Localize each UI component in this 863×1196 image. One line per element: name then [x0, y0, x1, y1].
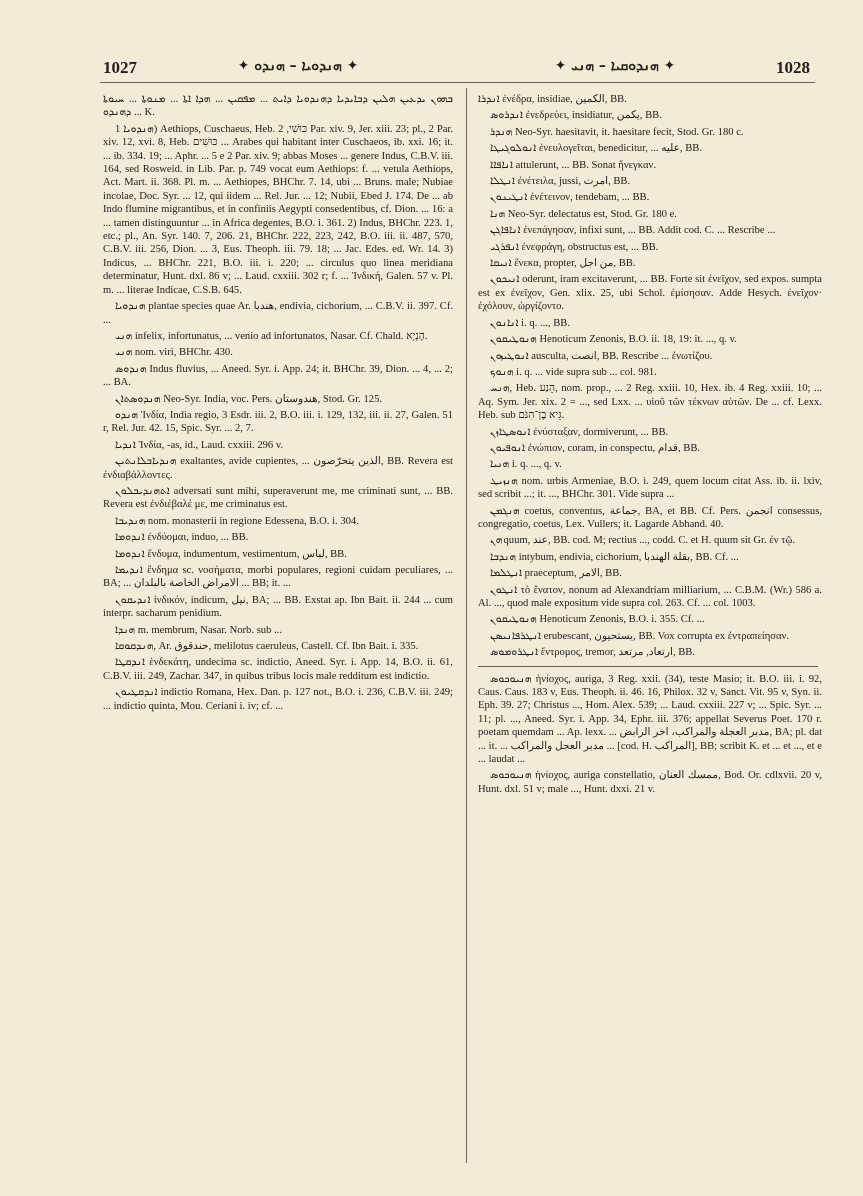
entry: ܐܢܕܝܡܐ ἔνδημα sc. νοσήματα, morbi populares, regioni cuidam peculiares, ... BA; ... الامراض الخاصة بالبلدان ... BB; it. ...	[103, 565, 453, 590]
entry: ܐܢܘܦܝܘܢ ἐνώπιον, coram, in conspectu, قدام, BB.	[490, 442, 701, 454]
entry: ܐܬܗܢܕܝܒܠܘܢ adversati sunt mihi, superaverunt me, me criminati sunt, ... BB. Revera est ἐνδιέβαλέ με, me criminatus est.	[103, 485, 453, 511]
entry: ܗܢܕܝܐܒܠܐܢܬܝܢ exaltantes, avide cupientes, ... الذين يتحرّصون, BB. Revera est ἐνδιαβάλλοντες.	[103, 456, 453, 481]
entry: ܗܢܘܟ i. q. ... vide supra sub ... col. 981.	[490, 366, 657, 378]
section-rule	[478, 666, 818, 667]
entry: ܐܢܛܠܐ ἐνέτειλα, jussi, امرت, BB.	[490, 176, 631, 188]
entry: ܐܢܛܠܡܐ praeceptum, الامر, BB.	[490, 568, 622, 580]
entry: ܗܢܝ infelix, infortunatus, ... venio ad infortunatos, Nasar. Cf. Chald. הֶנְיָא.	[115, 330, 428, 342]
entry: ܐܢܐܦܐܐ attulerunt, ... BB. Sonat ἤνεγκαν.	[490, 159, 656, 171]
entry: ܗܢܝ nom. viri, BHChr. 430.	[115, 347, 233, 359]
entry: ܗܢܝܐ i. q. ..., q. v.	[490, 459, 562, 471]
entry: ܗܢ quum, عند, BB. cod. M; rectius ..., codd. C. et H. quum sit Gr. ἐν τῷ.	[490, 535, 796, 547]
entry: ܐܢܕܩܛܐ ἑνδεκάτη, undecima sc. indictio, Aneed. Syr. i. App. 14, B.O. ii. 61, C.B.V. iii. 249, Zachar. 347, in quibus tribus locis male redditum est indictio.	[103, 657, 453, 682]
entry: ܐܢܕܝܐ Ἰνδία, -as, id., Laud. cxxiii. 296 v.	[115, 439, 284, 451]
entry: ܐܢܝܟܘܢ oderunt, iram excitaverunt, ... BB. Forte sit ἐνεῖχον, sed expos. sumpta est ex ἐνεῖχον, Gen. xlix. 25, ubi Schol. ἐμίσησαν. Adde Hesych. ἐνεῖχον· ἐχόλουν, ὠργίζοντο.	[478, 274, 822, 313]
left-page-number: 1027	[103, 58, 137, 77]
entry: ܐܢܛܪܘܡܘܣ ἔντρομος, tremor, ارتعاد, مرتعد, BB.	[490, 647, 696, 659]
right-page-number: 1028	[776, 58, 810, 77]
right-running-head: ✦ ܗܢܕܘܩܝܐ – ܗܢܝ ✦	[554, 58, 676, 74]
entry: ܐܢܘܛܝܙܘܢ ausculta, انصت, BB. Rescribe ... ἐνωτίζου.	[490, 350, 713, 362]
entry: ܗܢܕܘܣ Indus fluvius, ... Aneed. Syr. i. App. 24; it. BHChr. 39, Dion. ... 4, ... 2; ... BA.	[103, 363, 453, 389]
entry: ܗܢܕܒܐ intybum, endivia, cichorium, بقلة الهندبا, BB. Cf. ...	[490, 551, 739, 563]
entry: ܗܢܝܘܟܘܣ ἡνίοχος, auriga constellatio, ممسك العنان, Bod. Or. cdlxvii. 20 v, Hunt. dxl. 51 v; male ..., Hunt. dxxi. 21 v.	[478, 770, 822, 795]
entry: ܐܢܕܪܐ ἐνέδρα, insidiae, الكمين, BB.	[478, 94, 627, 105]
entry: ܗܢܚ, Heb. הֵנַע, nom. prop., ... 2 Reg. xxiii. 10, Hex. ib. 4 Reg. xxiii. 10; ... Aq. Sym. Jer. xix. 2 = ..., sed Lxx. ... υἱοῦ τῶν τέκνων αὐτῶν. De ... cf. Lexx. Heb. sub גֵּיא בֶן־הִנֹּם.	[478, 383, 822, 422]
entry: ܐܢܛܘܢ τὸ ἔνατον, nonum ad Alexandriam milliarium, ... C.B.M. (Wr.) 586 a. Al. ..., quod male expositum vide supra col. 263. Cf. ... col. 1003.	[478, 584, 822, 609]
entry: ܐܢܦܪܓܝ ἐνεφράγη, obstructus est, ... BB.	[490, 241, 659, 253]
entry: ܐܢܘܠܘܓܝܛܐ ἐνευλογεῖται, benedicitur, ... عليه, BB.	[490, 143, 702, 155]
entry: ܐܢܕܘܡܐ ἔνδυμα, indumentum, vestimentum, لباس, BB.	[115, 548, 347, 560]
left-running-head: ✦ ܗܢܕܘܝܐ – ܗܢܕܘ ✦	[237, 58, 359, 74]
entry: ܐܢܕܘܡܐ ἐνδύομαι, induo, ... BB.	[115, 532, 249, 544]
entry: ܐܢܕܝܩܘܢ ἰνδικόν, indicum, نيل, BA; ... BB. Exstat ap. Ibn Bait. ii. 244 ... cum interpr. sacharum penidium.	[103, 594, 454, 620]
entry: ܗܢܘܛܝܩܘܢ Henoticum Zenonis, B.O. i. 355. Cf. ...	[490, 614, 705, 626]
entry: ܗܢܕܐ m. membrum, Nasar. Norb. sub ...	[115, 624, 282, 636]
header-rule	[100, 82, 815, 83]
entry: ܐܢܛܪܦܐܢܝܣܢ erubescant, يستحيون, BB. Vox corrupta ex ἐντραπείησαν.	[490, 630, 790, 642]
entry: ܒܗܘܢ ܝܕܥܝܢ ܗܠܝܢ ܕܒܐܝܕܝܐ ܕܗܢܕܘܝܐ ܕܐܝܬ ... ܡܦܩܝܢ ... ܗܕܐ ܐܬܐ ... ܡܢܘܬܐ ... ܚܝܘܬܐ ܕܗܢܕܘ ... K.	[103, 94, 453, 119]
entry: ܗܢܝܘܟܘܣ ἡνίοχος, auriga, 3 Reg. xxii. (34), teste Masio; it. B.O. iii. i. 92, Caus. Caus. 183 v, Eus. Theoph. ii. 46. 16, Philox. 32 v, Sanct. Vit. 95 v, Syn. ii. Eph. 39. 27; Christus ..., Hom. Alex. 539; ... Laud. cxxiii. 227 v; ... Spic. Syr. ... 11; pl. ..., Aneed. Syr. i. App. 34, Ephr. iii. 376; appellat Severus Poet. 170 r. poetam quemdam ... Ap. lexx. ... مدبر العجلة والمراكب، اخر الرابض, BA; pl. dat ... it. ... مدبر العجل والمراكب ... [cod. H. المراكب], BB; scribit K. et ... et ..., et e ... laudat ...	[478, 673, 823, 766]
column-divider	[466, 88, 467, 1163]
entry: ܗܢܕܘܝܐ 1) Aethiops, Cuschaeus, Heb. כּוּשִׁי, 2 Par. xiv. 9, Jer. xiii. 23; pl., 2 Par. xiv. 12, xvi. 8, Heb. כּוּשִׁים ... Arabes qui habitant inter Cuschaeos, ib. xxi. 16; it. ... ib. 334. 19; ... Aphr. ... 5 e 2 Par. xiv. 9; abbas Moses ... genere Indus, C.B.V. iii. 164, sed Rosweid. in Lib. Par. p. 749 vocat eum Aethiops: f. ... vetula Aethiops, Act. Mart. ii. 368. Pl. m. ... Aethiopes, BHChr. 7. 14, ubi ... Bruns. male; Nubiae incolae, Doc. Syr. ... 12, qui iidem ... Rel. Jur. ... 12; Nubii, Ebed J. 174. De ... ab Indo flumine migrantibus, et in confiniis Aegypti consedentibus, cf. Dion. ... 16: a ... tamen distinguuntur ... in Africa degentes, B.O. i. 361. 2) Indus, BHChr. 223. 1, etc.; pl., An. Syr. 140. 7, 206. 21, BHChr. 222, 223, 242, B.O. iii. ii. 487, 570, C.B.V. iii. 256, Dion. ... 3, Eus. Theoph. iii. 79. 18; ... Jac. Edes. ed. Wr. 14. 3) Indicus, ... BHChr. 221, B.O. iii. i. 220; ... circulus quo linea meridiana determinatur, Hunt. dxl. 86 v; ... Laud. cxxiii. 302 r; f. ... Ἰνδική, Galen. 57 v. Pl. m. ... literae Indicae, C.S.B. 645.	[103, 123, 454, 296]
entry: ܐܢܘܣܛܐܙܢ ἐνύσταξαν, dormiverunt, ... BB.	[490, 426, 669, 438]
entry: ܗܢܕܝܒܐ nom. monasterii in regione Edessena, B.O. i. 304.	[115, 515, 359, 527]
entry: ܗܢܕܘܣܬܐܢ Neo-Syr. India, voc. Pers. هندوستان, Stod. Gr. 125.	[115, 393, 383, 405]
entry: ܐܢܐܢܘܢ i. q. ..., BB.	[490, 317, 570, 329]
entry: ܗܢܐ Neo-Syr. delectatus est, Stod. Gr. 180 e.	[490, 208, 677, 220]
entry: ܐܢܕܪܘܣ ἐνεδρεύει, insidiatur, يكمن, BB.	[490, 110, 662, 122]
entry: ܐܢܐܦܐܓܢ ἐνεπάγησαν, infixi sunt, ... BB. Addit cod. C. ... Rescribe ...	[490, 225, 776, 237]
entry: ܗܢܕܘܝܐ plantae species quae Ar. هندبا, endivia, cichorium, ... C.B.V. ii. 397. Cf. ...	[103, 301, 453, 326]
entry: ܗܢܕܘ Ἰνδία, India regio, 3 Esdr. iii. 2, B.O. iii. i. 129, 132, iii. ii. 27, Galen. 51 r, Rel. Jur. 42. 15, Spic. Syr. ... 2, 7.	[103, 409, 453, 435]
entry: ܗܢܙܝܛ nom. urbis Armeniae, B.O. i. 249, quem locum citat Ass. ib. ii. lxiv, sed scribit ...; it. ..., BHChr. 301. Vide supra ...	[478, 475, 822, 501]
entry: ܐܢܕܩܛܝܘܢ indictio Romana, Hex. Dan. p. 127 not., B.O. i. 236, C.B.V. iii. 249; ... indictio quinta, Mou. Ceriani i. iv; cf. ...	[103, 687, 453, 712]
page-header	[0, 52, 863, 82]
entry: ܗܢܕܪ Neo-Syr. haesitavit, it. haesitare fecit, Stod. Gr. 180 c.	[490, 126, 744, 138]
right-column	[478, 93, 822, 799]
entry: ܗܢܘܛܝܩܘܢ Henoticum Zenonis, B.O. ii. 18, 19: it. ..., q. v.	[490, 334, 737, 346]
entry: ܐܢܛܝܢܘܢ ἐνέτεινον, tendebam, ... BB.	[490, 192, 650, 204]
left-column	[103, 93, 453, 716]
entry: ܐܢܝܩܐ ἕνεκα, propter, من اجل, BB.	[490, 258, 636, 270]
entry: ܗܢܕܩܘܩܐ, Ar. حندقوق, melilotus caeruleus, Castell. Cf. Ibn Bait. i. 335.	[115, 641, 419, 653]
entry: ܗܢܓܡܢ coetus, conventus, جماعة, BA, et BB. Cf. Pers. انجمن consessus, congregatio, coetus, Lex. Vullers; it. Lagarde Abhand. 40.	[478, 505, 822, 530]
